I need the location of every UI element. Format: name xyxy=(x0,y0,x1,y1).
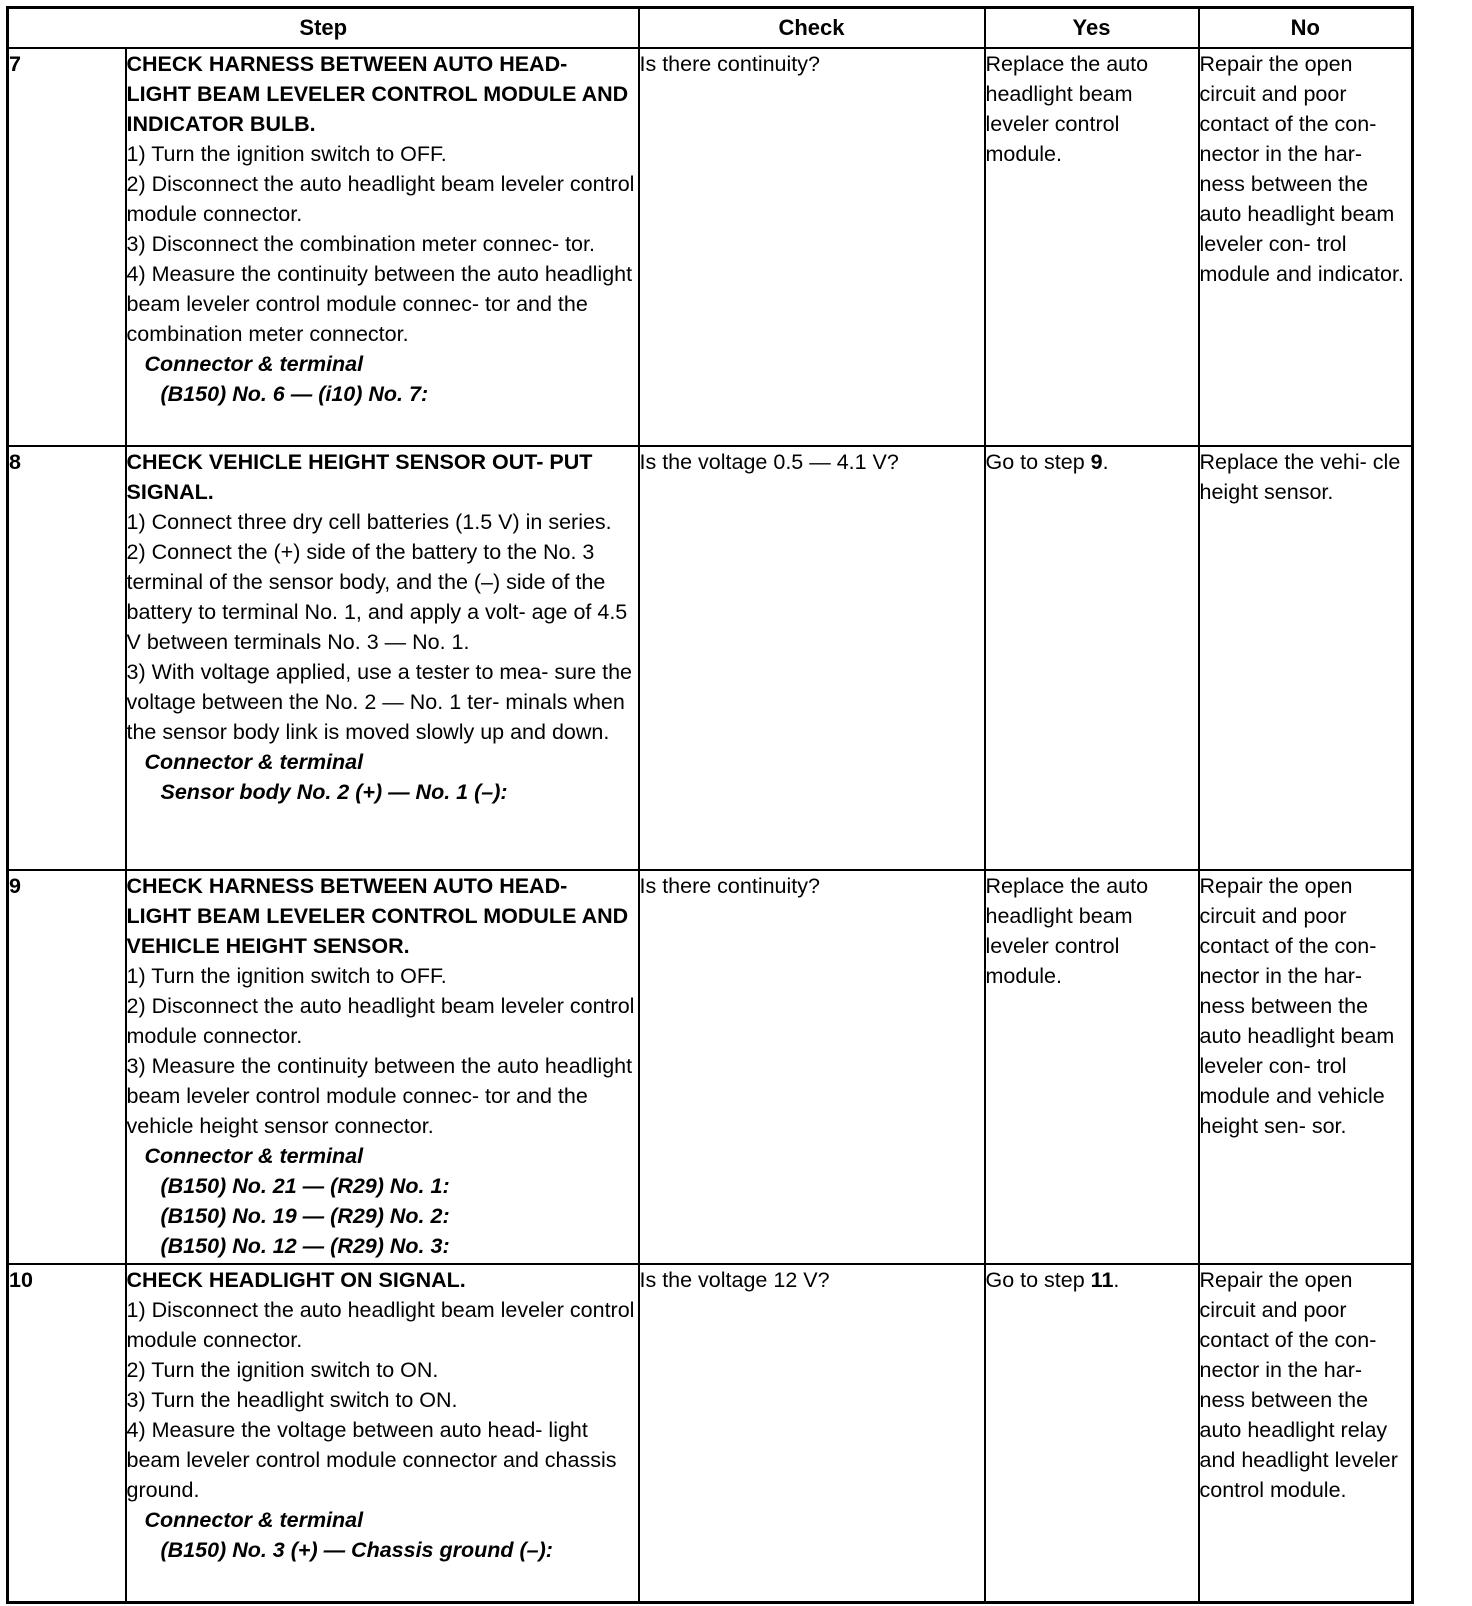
substep-text: 2) Disconnect the auto headlight beam leveler control module connector. xyxy=(126,172,635,226)
step-number: 10 xyxy=(8,1264,126,1602)
no-action: Repair the open circuit and poor contact of the con- nector in the har- ness between the auto headlight relay and headlight leveler control module. xyxy=(1199,1264,1413,1602)
table-row xyxy=(8,48,1413,446)
substep-text: 4) Measure the continuity between the auto headlight beam leveler control module connec- tor and the combination meter connector. xyxy=(126,262,633,346)
connector-terminal-spec: Sensor body No. 2 (+) — No. 1 (–): xyxy=(160,780,508,804)
step-number: 8 xyxy=(8,446,126,870)
yes-action-text: Replace the auto headlight beam leveler control module. xyxy=(985,52,1149,166)
header-step: Step xyxy=(8,8,639,49)
step-description xyxy=(126,1264,639,1602)
step-number: 9 xyxy=(8,870,126,1264)
substep-text: 2) Connect the (+) side of the battery to the No. 3 terminal of the sensor body, and the (–) side of the battery to terminal No. 1, and apply a volt- age of 4.5 V between terminals No. 3 — No. 1. xyxy=(126,540,628,654)
substep-text: 4) Measure the voltage between auto head- light beam leveler control module connector and chassis ground. xyxy=(126,1418,617,1502)
header-no: No xyxy=(1199,8,1413,49)
table-header-row xyxy=(8,8,1413,49)
table-row xyxy=(8,446,1413,870)
step-number: 7 xyxy=(8,48,126,446)
yes-action-text: Go to step xyxy=(985,1268,1091,1292)
substep-text: 2) Turn the ignition switch to ON. xyxy=(126,1358,439,1382)
substep-text: 3) With voltage applied, use a tester to mea- sure the voltage between the No. 2 — No. 1 ter- minals when the sensor body link is moved slowly up and down. xyxy=(126,660,633,744)
connector-terminal-spec: (B150) No. 12 — (R29) No. 3: xyxy=(160,1234,450,1258)
header-yes: Yes xyxy=(985,8,1199,49)
diagnostic-table xyxy=(6,6,1414,1604)
connector-terminal-label: Connector & terminal xyxy=(144,750,364,774)
step-title: CHECK HARNESS BETWEEN AUTO HEAD- LIGHT BEAM LEVELER CONTROL MODULE AND INDICATOR BULB. xyxy=(126,52,629,136)
step-title: CHECK HEADLIGHT ON SIGNAL. xyxy=(126,1268,466,1292)
substep-text: 1) Connect three dry cell batteries (1.5 V) in series. xyxy=(126,510,612,534)
connector-terminal-spec: (B150) No. 19 — (R29) No. 2: xyxy=(160,1204,450,1228)
step-title: CHECK HARNESS BETWEEN AUTO HEAD- LIGHT BEAM LEVELER CONTROL MODULE AND VEHICLE HEIGHT SENSOR. xyxy=(126,874,629,958)
yes-action-text: Replace the auto headlight beam leveler control module. xyxy=(985,874,1149,988)
connector-terminal-spec: (B150) No. 3 (+) — Chassis ground (–): xyxy=(160,1538,553,1562)
yes-action: Go to step 9. xyxy=(985,446,1199,870)
connector-terminal-spec: (B150) No. 21 — (R29) No. 1: xyxy=(160,1174,450,1198)
yes-action xyxy=(985,48,1199,446)
yes-action xyxy=(985,870,1199,1264)
no-action: Repair the open circuit and poor contact of the con- nector in the har- ness between the auto headlight beam leveler con- trol module and vehicle height sen- sor. xyxy=(1199,870,1413,1264)
connector-terminal-label: Connector & terminal xyxy=(144,1144,364,1168)
yes-goto-step-number: 11 xyxy=(1090,1268,1114,1292)
step-description xyxy=(126,48,639,446)
table-row xyxy=(8,1264,1413,1602)
substep-text: 3) Turn the headlight switch to ON. xyxy=(126,1388,458,1412)
header-check: Check xyxy=(639,8,985,49)
step-description xyxy=(126,870,639,1264)
check-question: Is there continuity? xyxy=(639,48,985,446)
yes-action-text: Go to step xyxy=(985,450,1091,474)
connector-terminal-spec: (B150) No. 6 — (i10) No. 7: xyxy=(160,382,429,406)
substep-text: 1) Turn the ignition switch to OFF. xyxy=(126,142,447,166)
substep-text: 1) Disconnect the auto headlight beam leveler control module connector. xyxy=(126,1298,635,1352)
no-action: Repair the open circuit and poor contact of the con- nector in the har- ness between the auto headlight beam leveler con- trol module and indicator. xyxy=(1199,48,1413,446)
substep-text: 3) Disconnect the combination meter connec- tor. xyxy=(126,232,595,256)
yes-action: Go to step 11. xyxy=(985,1264,1199,1602)
step-title: CHECK VEHICLE HEIGHT SENSOR OUT- PUT SIGNAL. xyxy=(126,450,593,504)
substep-text: 1) Turn the ignition switch to OFF. xyxy=(126,964,447,988)
connector-terminal-label: Connector & terminal xyxy=(144,1508,364,1532)
yes-goto-step-number: 9 xyxy=(1090,450,1103,474)
table-row xyxy=(8,870,1413,1264)
check-question: Is the voltage 12 V? xyxy=(639,1264,985,1602)
substep-text: 3) Measure the continuity between the auto headlight beam leveler control module connec- tor and the vehicle height sensor connector. xyxy=(126,1054,633,1138)
connector-terminal-label: Connector & terminal xyxy=(144,352,364,376)
substep-text: 2) Disconnect the auto headlight beam leveler control module connector. xyxy=(126,994,635,1048)
step-description xyxy=(126,446,639,870)
check-question: Is there continuity? xyxy=(639,870,985,1264)
diagnostic-sheet xyxy=(6,6,1414,1604)
no-action: Replace the vehi- cle height sensor. xyxy=(1199,446,1413,870)
check-question: Is the voltage 0.5 — 4.1 V? xyxy=(639,446,985,870)
